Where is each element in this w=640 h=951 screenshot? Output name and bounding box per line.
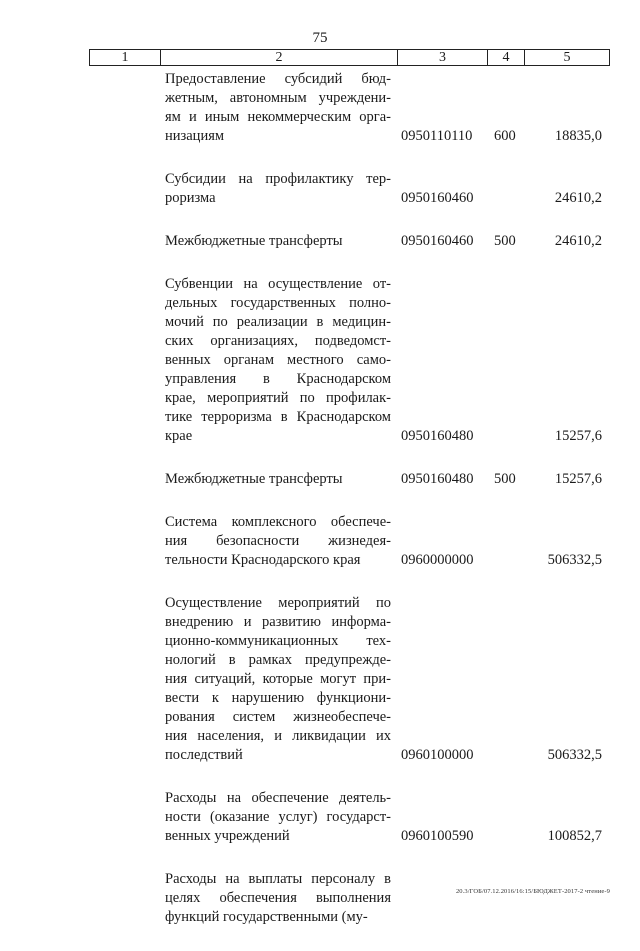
row-amount: 15257,6	[554, 471, 602, 487]
header-col-1: 1	[90, 50, 161, 65]
row-description-line: Расходы на выплаты персоналу в	[165, 871, 391, 887]
row-description	[165, 232, 391, 251]
row-description-line: низациям	[165, 128, 225, 144]
row-description-line: Субсидии на профилактику тер-	[165, 171, 391, 187]
header-col-2: 2	[161, 50, 398, 65]
row-description-line: крае	[165, 428, 193, 444]
row-description-line: жетным, автономным учреждени-	[165, 90, 391, 106]
row-kind: 600	[494, 128, 516, 144]
row-description-line: последствий	[165, 747, 243, 763]
row-code: 0950110110	[401, 128, 473, 144]
row-description-line: ям и иным некоммерческим орга-	[165, 109, 391, 125]
row-description-line: Субвенции на осуществление от-	[165, 276, 391, 292]
table-row	[0, 470, 640, 489]
row-description	[165, 870, 391, 927]
table-row	[0, 789, 640, 846]
row-description-line: венных органам местного само-	[165, 352, 391, 368]
row-description-line: Межбюджетные трансферты	[165, 471, 343, 487]
table-row	[0, 70, 640, 146]
row-description-line: ния населения, и ликвидации их	[165, 728, 391, 744]
row-description-line: венных учреждений	[165, 828, 290, 844]
row-description-line: нологий в рамках предупрежде-	[165, 652, 391, 668]
table-row	[0, 232, 640, 251]
row-description-line: функций государственными (му-	[165, 909, 368, 925]
row-amount: 24610,2	[554, 190, 602, 206]
row-description-line: рования систем жизнеобеспече-	[165, 709, 391, 725]
row-code: 0960100590	[401, 828, 474, 844]
row-description-line: Осуществление мероприятий по	[165, 595, 391, 611]
row-code: 0960000000	[401, 552, 474, 568]
row-description	[165, 70, 391, 146]
table-row	[0, 870, 640, 927]
row-amount: 15257,6	[554, 428, 602, 444]
row-description-line: ния ситуаций, которые могут при-	[165, 671, 391, 687]
row-code: 0950160480	[401, 428, 474, 444]
row-code: 0950160480	[401, 471, 474, 487]
row-description-line: Предоставление субсидий бюд-	[165, 71, 391, 87]
row-description-line: целях обеспечения выполнения	[165, 890, 391, 906]
row-description	[165, 275, 391, 446]
table-row	[0, 170, 640, 208]
row-description-line: управления в Краснодарском	[165, 371, 391, 387]
footer-stamp: 20.3/ГОБ/07.12.2016/16:15/БЮДЖЕТ-2017-2 чтение-9	[455, 888, 610, 895]
row-code: 0960100000	[401, 747, 474, 763]
table-row	[0, 275, 640, 446]
header-col-4: 4	[488, 50, 525, 65]
row-amount: 506332,5	[547, 552, 602, 568]
row-description-line: внедрению и развитию информа-	[165, 614, 391, 630]
row-amount: 18835,0	[554, 128, 602, 144]
row-kind: 500	[494, 233, 516, 249]
row-description-line: мочий по реализации в медицин-	[165, 314, 391, 330]
header-col-5: 5	[563, 50, 571, 65]
row-description-line: роризма	[165, 190, 216, 206]
row-code: 0950160460	[401, 233, 474, 249]
row-description-line: крае, мероприятий по профилак-	[165, 390, 391, 406]
row-amount: 100852,7	[547, 828, 602, 844]
row-description	[165, 170, 391, 208]
row-kind: 500	[494, 471, 516, 487]
row-description-line: Расходы на обеспечение деятель-	[165, 790, 391, 806]
header-col-3: 3	[398, 50, 488, 65]
row-description	[165, 594, 391, 765]
row-code: 0950160460	[401, 190, 474, 206]
table-row	[0, 594, 640, 765]
row-description-line: ния безопасности жизнедея-	[165, 533, 391, 549]
row-description	[165, 470, 391, 489]
row-description-line: дельных государственных полно-	[165, 295, 391, 311]
row-amount: 506332,5	[547, 747, 602, 763]
budget-table-body	[0, 70, 640, 951]
row-description-line: тике терроризма в Краснодарском	[165, 409, 391, 425]
row-description-line: вести к нарушению функциони-	[165, 690, 391, 706]
table-header-row	[89, 49, 610, 66]
table-row	[0, 513, 640, 570]
row-description-line: Межбюджетные трансферты	[165, 233, 343, 249]
row-description-line: ских организациях, подведомст-	[165, 333, 391, 349]
row-description-line: ционно-коммуникационных тех-	[165, 633, 391, 649]
page-number: 75	[312, 30, 328, 46]
row-amount: 24610,2	[554, 233, 602, 249]
row-description-line: Система комплексного обеспече-	[165, 514, 391, 530]
row-description-line: тельности Краснодарского края	[165, 552, 361, 568]
row-description	[165, 789, 391, 846]
row-description	[165, 513, 391, 570]
row-description-line: ности (оказание услуг) государст-	[165, 809, 391, 825]
